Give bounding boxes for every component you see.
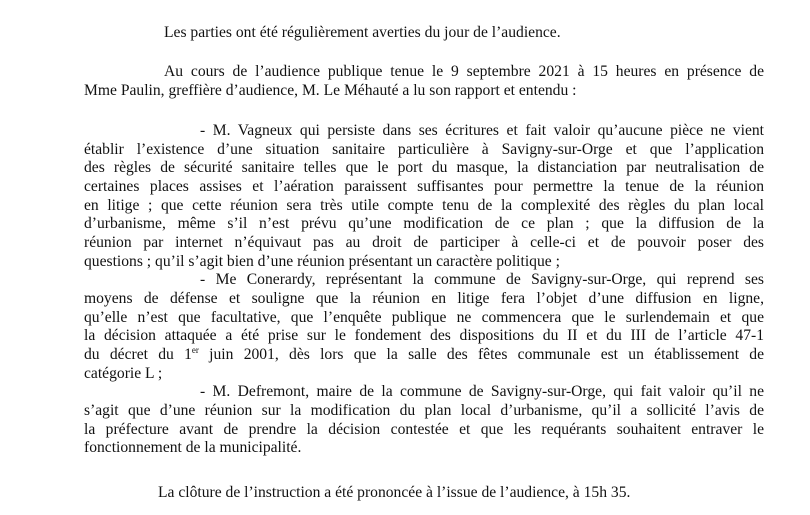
conerardy-line — [84, 346, 764, 364]
vagneux-line: d’urbanisme, même s’il n’est prévu qu’une modification de ce plan ; que la diffusion de la — [84, 215, 764, 232]
paragraph-parties-notice: Les parties ont été régulièrement averties du jour de l’audience. — [164, 24, 561, 41]
conerardy-line: - Me Conerardy, représentant la commune de Savigny-sur-Orge, qui reprend ses — [200, 271, 764, 288]
vagneux-line: - M. Vagneux qui persiste dans ses écritures et fait valoir qu’aucune pièce ne vient — [200, 122, 764, 139]
text: juin 2001, dès lors que la salle des fêtes communale est un établissement de — [198, 346, 765, 363]
paragraph-closure: La clôture de l’instruction a été prononcée à l’issue de l’audience, à 15h 35. — [158, 484, 631, 501]
conerardy-line: catégorie L ; — [84, 365, 163, 382]
conerardy-line: moyens de défense et souligne que la réunion en litige fera l’objet d’une diffusion en ligne, — [84, 290, 764, 307]
defremont-line: la préfecture avant de prendre la décision contestée et que les requérants souhaitent entraver le — [84, 421, 764, 438]
vagneux-line: établir l’existence d’une situation sanitaire particulière à Savigny-sur-Orge et que l’application — [84, 141, 764, 158]
paragraph-hearing-line: Mme Paulin, greffière d’audience, M. Le Méhauté a lu son rapport et entendu : — [84, 82, 577, 99]
defremont-line: s’agit que d’une réunion sur la modification du plan local d’urbanisme, qu’il a sollicité l’avis de — [84, 402, 764, 419]
vagneux-line: réunion par internet n’équivaut pas au droit de participer à celle-ci et de pouvoir poser des — [84, 234, 764, 251]
superscript: er — [191, 345, 199, 355]
vagneux-line: en litige ; que cette réunion sera très utile compte tenu de la complexité des règles du plan local — [84, 197, 764, 214]
defremont-line: - M. Defremont, maire de la commune de Savigny-sur-Orge, qui fait valoir qu’il ne — [200, 383, 764, 400]
paragraph-hearing-line: Au cours de l’audience publique tenue le 9 septembre 2021 à 15 heures en présence de — [164, 63, 764, 80]
conerardy-line: qu’elle n’est que facultative, que l’enquête publique ne commencera que le surlendemain et que — [84, 309, 764, 326]
vagneux-line: des règles de sécurité sanitaire telles que le port du masque, la distanciation par neutralisation de — [84, 159, 764, 176]
text: du décret du 1 — [84, 346, 192, 363]
defremont-line: fonctionnement de la municipalité. — [84, 439, 302, 456]
conerardy-line: la décision attaquée a été prise sur le fondement des dispositions du II et du III de l’article 47-1 — [84, 327, 764, 344]
vagneux-line: questions ; qu’il s’agit bien d’une réunion présentant un caractère politique ; — [84, 253, 560, 270]
vagneux-line: certaines places assises et l’aération paraissent suffisantes pour permettre la tenue de la réunion — [84, 178, 764, 195]
